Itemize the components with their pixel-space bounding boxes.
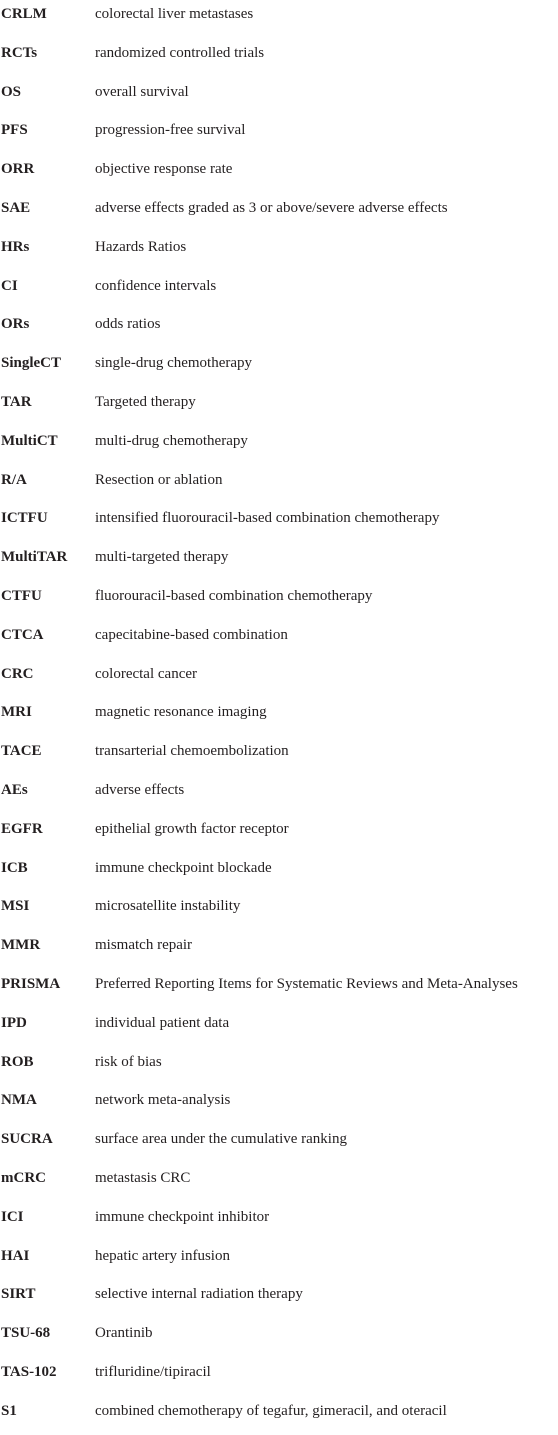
abbreviation-definition: Orantinib bbox=[95, 1325, 153, 1342]
abbreviation-definition: microsatellite instability bbox=[95, 898, 241, 915]
abbreviation-term: HAI bbox=[1, 1247, 30, 1264]
abbreviation-definition: overall survival bbox=[95, 83, 189, 100]
abbreviation-row bbox=[0, 233, 558, 272]
abbreviation-definition: adverse effects graded as 3 or above/severe adverse effects bbox=[95, 199, 448, 216]
abbreviation-row bbox=[0, 582, 558, 621]
abbreviation-row bbox=[0, 892, 558, 931]
abbreviation-term: ORs bbox=[1, 316, 30, 333]
abbreviation-definition: colorectal cancer bbox=[95, 665, 198, 682]
abbreviation-row bbox=[0, 1086, 558, 1125]
abbreviation-row bbox=[0, 1319, 558, 1358]
abbreviation-row bbox=[0, 737, 558, 776]
abbreviation-term: TSU-68 bbox=[1, 1325, 51, 1342]
abbreviation-row bbox=[0, 1125, 558, 1164]
abbreviation-term: PRISMA bbox=[1, 975, 61, 992]
abbreviation-definition: immune checkpoint inhibitor bbox=[95, 1208, 270, 1225]
abbreviation-row bbox=[0, 388, 558, 427]
abbreviation-term: SIRT bbox=[1, 1286, 36, 1303]
abbreviation-term: OS bbox=[1, 83, 22, 100]
abbreviation-row bbox=[0, 272, 558, 311]
abbreviation-definition: combined chemotherapy of tegafur, gimeracil, and oteracil bbox=[95, 1402, 447, 1419]
abbreviation-term: CTCA bbox=[1, 626, 44, 643]
abbreviation-row bbox=[0, 1280, 558, 1319]
abbreviation-term: HRs bbox=[1, 238, 30, 255]
abbreviation-row bbox=[0, 1242, 558, 1281]
abbreviation-definition: risk of bias bbox=[95, 1053, 162, 1070]
abbreviation-term: RCTs bbox=[1, 44, 38, 61]
abbreviation-definition: single-drug chemotherapy bbox=[95, 355, 253, 372]
abbreviation-definition: individual patient data bbox=[95, 1014, 230, 1031]
abbreviation-row bbox=[0, 815, 558, 854]
abbreviation-definition: surface area under the cumulative ranking bbox=[95, 1131, 347, 1148]
abbreviation-term: ICI bbox=[1, 1208, 24, 1225]
abbreviation-definition: metastasis CRC bbox=[95, 1169, 191, 1186]
abbreviation-definition: intensified fluorouracil-based combination chemotherapy bbox=[95, 510, 440, 527]
abbreviation-row bbox=[0, 39, 558, 78]
abbreviation-definition: Targeted therapy bbox=[95, 393, 196, 410]
abbreviation-definition: immune checkpoint blockade bbox=[95, 859, 272, 876]
abbreviation-definition: progression-free survival bbox=[95, 122, 246, 139]
abbreviation-row bbox=[0, 854, 558, 893]
abbreviation-definition: epithelial growth factor receptor bbox=[95, 820, 289, 837]
abbreviation-term: ROB bbox=[1, 1053, 34, 1070]
abbreviation-row bbox=[0, 660, 558, 699]
abbreviation-row bbox=[0, 427, 558, 466]
abbreviation-term: CRLM bbox=[1, 6, 47, 22]
abbreviation-definition: magnetic resonance imaging bbox=[95, 704, 267, 721]
abbreviation-definition: adverse effects bbox=[95, 781, 185, 798]
abbreviation-definition: odds ratios bbox=[95, 316, 161, 333]
abbreviation-definition: randomized controlled trials bbox=[95, 44, 265, 61]
abbreviation-row bbox=[0, 970, 558, 1009]
abbreviation-term: SUCRA bbox=[1, 1131, 53, 1148]
abbreviation-term: R/A bbox=[1, 471, 27, 488]
abbreviation-term: ORR bbox=[1, 161, 35, 178]
abbreviation-row bbox=[0, 0, 558, 39]
abbreviation-term: IPD bbox=[1, 1014, 27, 1031]
abbreviation-row bbox=[0, 349, 558, 388]
abbreviation-definition: multi-drug chemotherapy bbox=[95, 432, 248, 449]
abbreviation-term: CTFU bbox=[1, 587, 42, 604]
abbreviation-row bbox=[0, 194, 558, 233]
abbreviation-term: CI bbox=[1, 277, 18, 294]
abbreviation-definition: transarterial chemoembolization bbox=[95, 743, 289, 760]
abbreviation-row bbox=[0, 1358, 558, 1397]
abbreviation-term: SingleCT bbox=[1, 355, 62, 372]
abbreviation-row bbox=[0, 1397, 558, 1435]
abbreviation-term: CRC bbox=[1, 665, 34, 682]
abbreviation-row bbox=[0, 543, 558, 582]
abbreviation-row bbox=[0, 155, 558, 194]
abbreviation-term: MultiCT bbox=[1, 432, 58, 449]
abbreviation-term: AEs bbox=[1, 781, 28, 798]
abbreviation-term: MSI bbox=[1, 898, 30, 915]
abbreviation-row bbox=[0, 1164, 558, 1203]
abbreviation-definition: selective internal radiation therapy bbox=[95, 1286, 303, 1303]
abbreviation-term: MultiTAR bbox=[1, 549, 68, 566]
abbreviation-row bbox=[0, 931, 558, 970]
abbreviation-term: MRI bbox=[1, 704, 32, 721]
abbreviation-definition: capecitabine-based combination bbox=[95, 626, 288, 643]
abbreviation-definition: mismatch repair bbox=[95, 937, 193, 954]
abbreviation-row bbox=[0, 1203, 558, 1242]
abbreviation-definition: Preferred Reporting Items for Systematic Reviews and Meta-Analyses bbox=[95, 975, 518, 992]
abbreviation-row bbox=[0, 116, 558, 155]
abbreviation-definition: confidence intervals bbox=[95, 277, 217, 294]
abbreviation-term: ICTFU bbox=[1, 510, 48, 527]
abbreviation-term: mCRC bbox=[1, 1169, 46, 1186]
abbreviation-term: MMR bbox=[1, 937, 41, 954]
abbreviation-term: TAS-102 bbox=[1, 1363, 57, 1380]
abbreviation-term: SAE bbox=[1, 199, 31, 216]
abbreviation-term: NMA bbox=[1, 1092, 37, 1109]
abbreviation-definition: hepatic artery infusion bbox=[95, 1247, 230, 1264]
abbreviation-definition: network meta-analysis bbox=[95, 1092, 231, 1109]
abbreviation-row bbox=[0, 621, 558, 660]
abbreviation-row bbox=[0, 78, 558, 117]
abbreviation-row bbox=[0, 1048, 558, 1087]
abbreviation-term: TAR bbox=[1, 393, 32, 410]
abbreviation-term: PFS bbox=[1, 122, 28, 139]
abbreviation-term: S1 bbox=[1, 1402, 17, 1419]
abbreviation-term: EGFR bbox=[1, 820, 43, 837]
abbreviation-row bbox=[0, 1009, 558, 1048]
abbreviation-definition: multi-targeted therapy bbox=[95, 549, 229, 566]
abbreviation-definition: Resection or ablation bbox=[95, 471, 223, 488]
abbreviation-row bbox=[0, 466, 558, 505]
abbreviation-definition: colorectal liver metastases bbox=[95, 6, 254, 22]
abbreviation-definition: Hazards Ratios bbox=[95, 238, 187, 255]
abbreviation-term: ICB bbox=[1, 859, 28, 876]
abbreviation-row bbox=[0, 698, 558, 737]
abbreviation-row bbox=[0, 776, 558, 815]
abbreviation-definition: trifluridine/tipiracil bbox=[95, 1363, 211, 1380]
abbreviation-row bbox=[0, 310, 558, 349]
abbreviation-definition: fluorouracil-based combination chemotherapy bbox=[95, 587, 373, 604]
abbreviation-row bbox=[0, 504, 558, 543]
abbreviation-definition: objective response rate bbox=[95, 161, 233, 178]
abbreviation-term: TACE bbox=[1, 743, 42, 760]
